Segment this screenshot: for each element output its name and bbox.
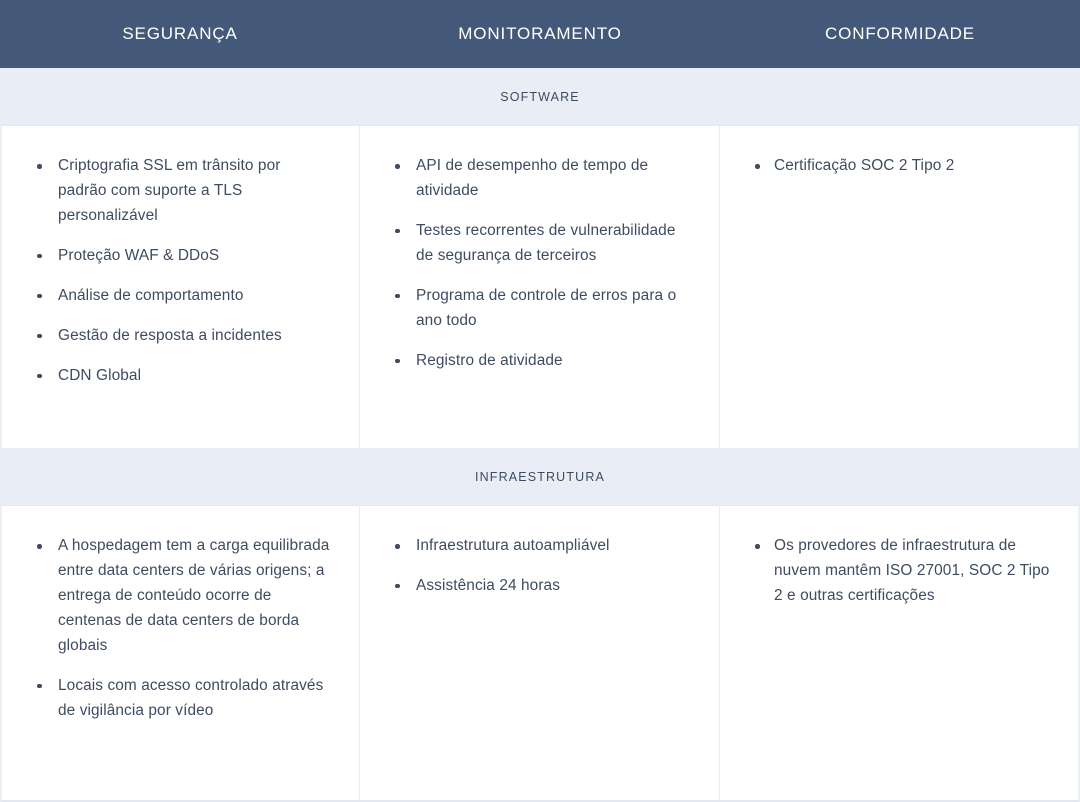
list-item: Análise de comportamento bbox=[28, 284, 333, 309]
column-header-conformidade bbox=[720, 0, 1080, 68]
list-item: Proteção WAF & DDoS bbox=[28, 244, 333, 269]
cell-infraestrutura-seguranca bbox=[2, 506, 360, 800]
list-item: Assistência 24 horas bbox=[386, 574, 693, 599]
cell-software-monitoramento bbox=[360, 126, 720, 448]
list-item: Testes recorrentes de vulnerabilidade de segurança de terceiros bbox=[386, 219, 693, 269]
section-band-label: SOFTWARE bbox=[500, 89, 580, 104]
list-item: Registro de atividade bbox=[386, 349, 693, 374]
bullet-list bbox=[28, 154, 333, 389]
column-header-label: CONFORMIDADE bbox=[825, 24, 975, 43]
bullet-list bbox=[746, 534, 1052, 609]
content-row-software bbox=[0, 125, 1080, 448]
cell-infraestrutura-monitoramento bbox=[360, 506, 720, 800]
bullet-list bbox=[386, 154, 693, 374]
list-item: CDN Global bbox=[28, 364, 333, 389]
list-item: Criptografia SSL em trânsito por padrão com suporte a TLS personalizável bbox=[28, 154, 333, 229]
bullet-list bbox=[746, 154, 1052, 179]
list-item: Gestão de resposta a incidentes bbox=[28, 324, 333, 349]
table-header-row bbox=[0, 0, 1080, 68]
section-band-label: INFRAESTRUTURA bbox=[475, 469, 605, 484]
content-row-infraestrutura bbox=[0, 505, 1080, 802]
list-item: Programa de controle de erros para o ano todo bbox=[386, 284, 693, 334]
column-header-label: SEGURANÇA bbox=[122, 24, 238, 43]
list-item: Os provedores de infraestrutura de nuvem mantêm ISO 27001, SOC 2 Tipo 2 e outras certificações bbox=[746, 534, 1052, 609]
list-item: A hospedagem tem a carga equilibrada entre data centers de várias origens; a entrega de conteúdo ocorre de centenas de data centers de borda globais bbox=[28, 534, 333, 659]
bullet-list bbox=[386, 534, 693, 599]
bullet-list bbox=[28, 534, 333, 724]
cell-software-conformidade bbox=[720, 126, 1078, 448]
list-item: Certificação SOC 2 Tipo 2 bbox=[746, 154, 1052, 179]
list-item: API de desempenho de tempo de atividade bbox=[386, 154, 693, 204]
cell-infraestrutura-conformidade bbox=[720, 506, 1078, 800]
cell-software-seguranca bbox=[2, 126, 360, 448]
section-band-infraestrutura bbox=[0, 448, 1080, 505]
column-header-monitoramento bbox=[360, 0, 720, 68]
list-item: Infraestrutura autoampliável bbox=[386, 534, 693, 559]
section-band-software bbox=[0, 68, 1080, 125]
list-item: Locais com acesso controlado através de vigilância por vídeo bbox=[28, 674, 333, 724]
column-header-label: MONITORAMENTO bbox=[458, 24, 622, 43]
column-header-seguranca bbox=[0, 0, 360, 68]
